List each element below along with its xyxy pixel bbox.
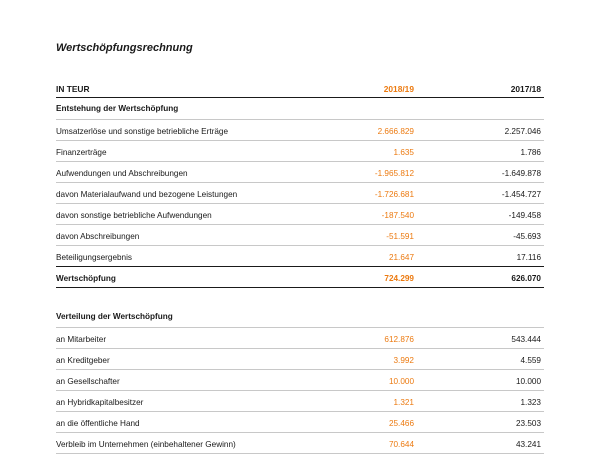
table-header bbox=[56, 82, 544, 98]
row-value-current: 612.876 bbox=[384, 335, 414, 344]
row-label: davon Materialaufwand und bezogene Leistungen bbox=[56, 190, 238, 199]
table-row bbox=[56, 246, 544, 266]
row-value-current: 25.466 bbox=[388, 419, 414, 428]
row-value-current: 1.635 bbox=[393, 148, 414, 157]
total-label: Wertschöpfung bbox=[56, 274, 116, 283]
row-label: Finanzerträge bbox=[56, 148, 107, 157]
section-heading-entstehung: Entstehung der Wertschöpfung bbox=[56, 98, 544, 120]
row-label: Beteiligungsergebnis bbox=[56, 253, 133, 262]
row-value-previous: 2.257.046 bbox=[504, 127, 541, 136]
row-label: an Mitarbeiter bbox=[56, 335, 107, 344]
row-value-previous: 17.116 bbox=[516, 253, 541, 262]
row-value-previous: -45.693 bbox=[513, 232, 541, 241]
value-added-table bbox=[56, 82, 544, 454]
row-value-previous: -149.458 bbox=[508, 211, 541, 220]
row-value-previous: 10.000 bbox=[515, 377, 541, 386]
section-heading-verteilung: Verteilung der Wertschöpfung bbox=[56, 306, 544, 328]
total-row bbox=[56, 266, 544, 288]
section-gap bbox=[56, 288, 544, 306]
row-value-previous: 4.559 bbox=[520, 356, 541, 365]
row-label: Verbleib im Unternehmen (einbehaltener Gewinn) bbox=[56, 440, 236, 449]
row-value-current: -1.965.812 bbox=[374, 169, 414, 178]
table-row bbox=[56, 391, 544, 412]
table-row bbox=[56, 349, 544, 370]
row-label: Umsatzerlöse und sonstige betriebliche Erträge bbox=[56, 127, 229, 136]
table-row bbox=[56, 412, 544, 433]
table-row bbox=[56, 162, 544, 183]
header-unit-label: IN TEUR bbox=[56, 84, 90, 94]
table-row bbox=[56, 141, 544, 162]
row-value-previous: -1.454.727 bbox=[501, 190, 541, 199]
row-label: an Hybridkapitalbesitzer bbox=[56, 398, 144, 407]
row-value-previous: -1.649.878 bbox=[501, 169, 541, 178]
row-value-previous: 543.444 bbox=[511, 335, 541, 344]
row-value-current: -51.591 bbox=[386, 232, 414, 241]
table-row bbox=[56, 370, 544, 391]
row-value-current: 70.644 bbox=[388, 440, 414, 449]
table-row bbox=[56, 328, 544, 349]
row-label: Aufwendungen und Abschreibungen bbox=[56, 169, 188, 178]
row-value-current: 1.321 bbox=[393, 398, 414, 407]
row-label: an Gesellschafter bbox=[56, 377, 120, 386]
row-value-previous: 43.241 bbox=[515, 440, 541, 449]
total-value-current: 724.299 bbox=[384, 274, 414, 283]
page-title: Wertschöpfungsrechnung bbox=[56, 42, 193, 54]
row-value-current: -187.540 bbox=[381, 211, 414, 220]
row-value-previous: 1.323 bbox=[520, 398, 541, 407]
row-label: davon Abschreibungen bbox=[56, 232, 140, 241]
header-previous-year: 2017/18 bbox=[510, 84, 541, 94]
table-row bbox=[56, 225, 544, 246]
header-current-year: 2018/19 bbox=[383, 84, 414, 94]
row-value-current: -1.726.681 bbox=[374, 190, 414, 199]
total-value-previous: 626.070 bbox=[511, 274, 541, 283]
row-value-previous: 1.786 bbox=[520, 148, 541, 157]
row-value-previous: 23.503 bbox=[515, 419, 541, 428]
table-row bbox=[56, 120, 544, 141]
table-row bbox=[56, 433, 544, 454]
row-label: an Kreditgeber bbox=[56, 356, 110, 365]
row-label: an die öffentliche Hand bbox=[56, 419, 140, 428]
row-value-current: 3.992 bbox=[393, 356, 414, 365]
row-value-current: 21.647 bbox=[388, 253, 414, 262]
row-value-current: 10.000 bbox=[388, 377, 414, 386]
row-label: davon sonstige betriebliche Aufwendungen bbox=[56, 211, 212, 220]
table-row bbox=[56, 183, 544, 204]
row-value-current: 2.666.829 bbox=[377, 127, 414, 136]
table-row bbox=[56, 204, 544, 225]
